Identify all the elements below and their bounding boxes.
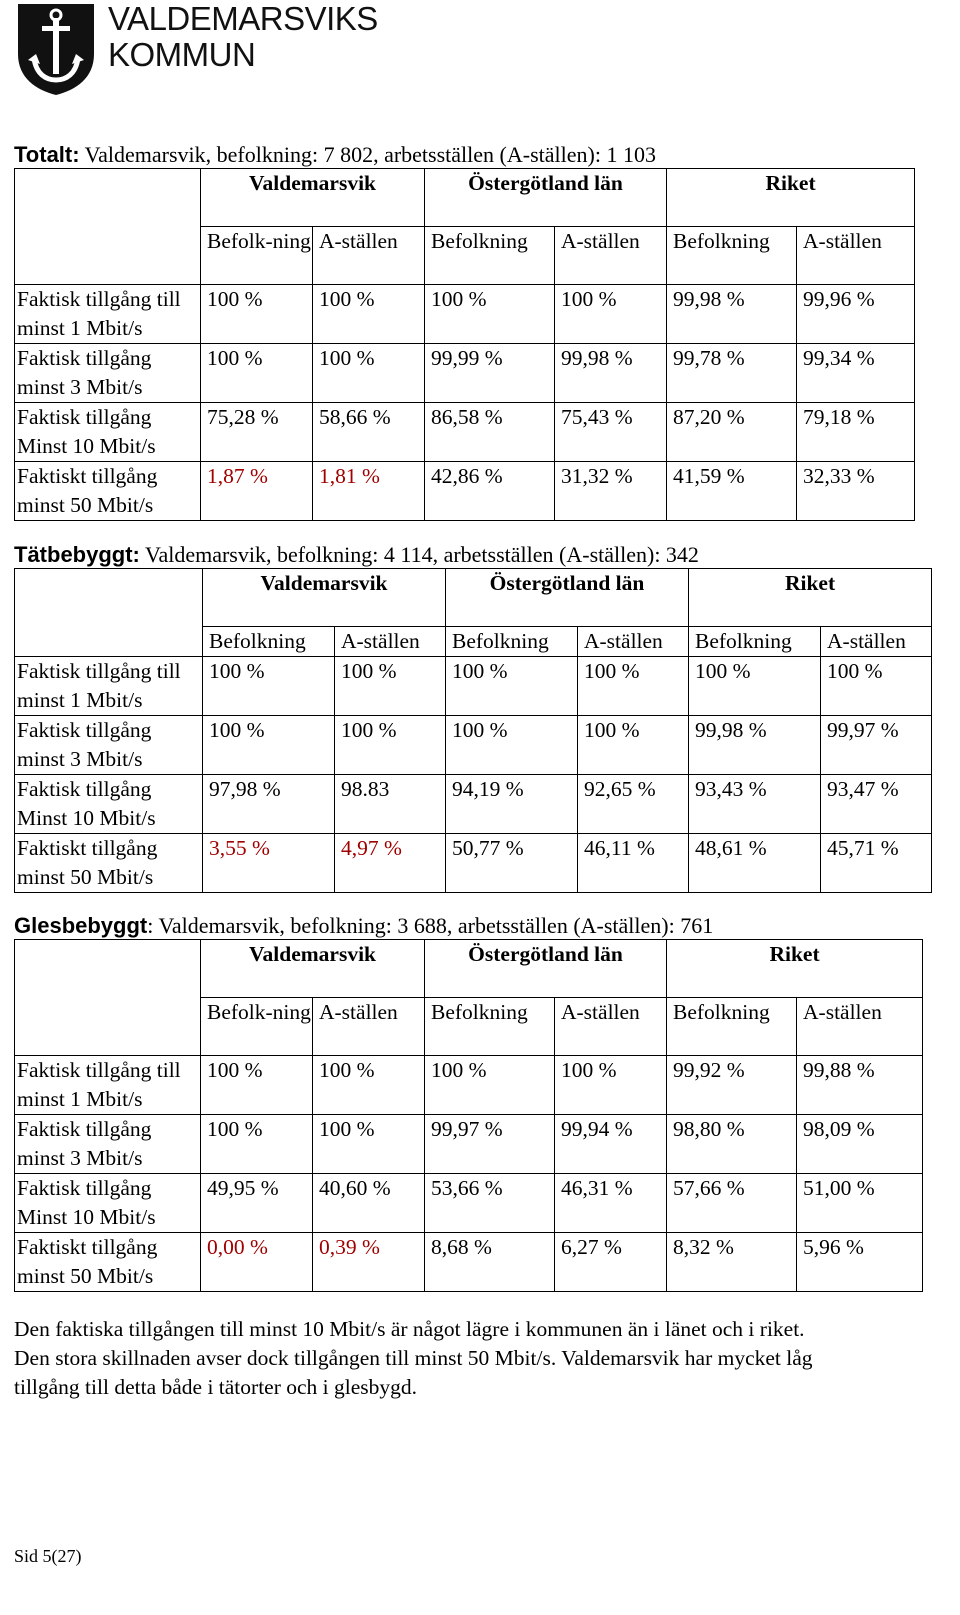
- value-cell: 100 %: [446, 657, 578, 716]
- column-header: A-ställen: [313, 227, 425, 285]
- column-header: Befolkning: [203, 627, 335, 657]
- section-summary: Valdemarsvik, befolkning: 7 802, arbetsställen (A-ställen): 1 103: [79, 142, 656, 167]
- section-tatbebyggt: [14, 542, 932, 893]
- table-row: [15, 285, 915, 344]
- value-cell: 100 %: [201, 285, 313, 344]
- value-cell: 87,20 %: [667, 403, 797, 462]
- value-cell: 0,39 %: [313, 1233, 425, 1292]
- value-cell: 100 %: [335, 716, 446, 775]
- value-cell: 100 %: [313, 1056, 425, 1115]
- region-header: Valdemarsvik: [203, 569, 446, 627]
- region-header: Valdemarsvik: [201, 940, 425, 998]
- logo-text-line1: VALDEMARSVIKS: [108, 0, 378, 37]
- value-cell: 86,58 %: [425, 403, 555, 462]
- value-cell: 4,97 %: [335, 834, 446, 893]
- table-row: [15, 403, 915, 462]
- value-cell: 49,95 %: [201, 1174, 313, 1233]
- value-cell: 32,33 %: [797, 462, 915, 521]
- value-cell: 3,55 %: [203, 834, 335, 893]
- section-lead: Totalt:: [14, 142, 80, 167]
- value-cell: 100 %: [446, 716, 578, 775]
- section-summary: Valdemarsvik, befolkning: 4 114, arbetsställen (A-ställen): 342: [139, 542, 699, 567]
- column-header: A-ställen: [578, 627, 689, 657]
- table-row: [15, 344, 915, 403]
- section-title: [14, 913, 923, 939]
- value-cell: 100 %: [201, 344, 313, 403]
- value-cell: 75,43 %: [555, 403, 667, 462]
- municipality-logo: [16, 2, 396, 102]
- table-row: [15, 657, 932, 716]
- column-header: A-ställen: [335, 627, 446, 657]
- value-cell: 58,66 %: [313, 403, 425, 462]
- empty-corner-cell: [15, 569, 203, 657]
- value-cell: 75,28 %: [201, 403, 313, 462]
- table-row: [15, 1056, 923, 1115]
- row-label: Faktiskt tillgång minst 50 Mbit/s: [15, 462, 201, 521]
- column-header: A-ställen: [555, 227, 667, 285]
- row-label: Faktisk tillgång till minst 1 Mbit/s: [15, 657, 203, 716]
- value-cell: 48,61 %: [689, 834, 821, 893]
- region-header: Östergötland län: [425, 940, 667, 998]
- value-cell: 99,97 %: [425, 1115, 555, 1174]
- value-cell: 99,92 %: [667, 1056, 797, 1115]
- value-cell: 8,68 %: [425, 1233, 555, 1292]
- value-cell: 99,98 %: [667, 285, 797, 344]
- value-cell: 100 %: [578, 716, 689, 775]
- value-cell: 99,99 %: [425, 344, 555, 403]
- row-label: Faktiskt tillgång minst 50 Mbit/s: [15, 1233, 201, 1292]
- coat-of-arms-icon: [16, 2, 96, 97]
- row-label: Faktisk tillgång till minst 1 Mbit/s: [15, 1056, 201, 1115]
- row-label: Faktisk tillgång Minst 10 Mbit/s: [15, 1174, 201, 1233]
- value-cell: 6,27 %: [555, 1233, 667, 1292]
- row-label: Faktisk tillgång minst 3 Mbit/s: [15, 1115, 201, 1174]
- value-cell: 0,00 %: [201, 1233, 313, 1292]
- value-cell: 100 %: [821, 657, 932, 716]
- value-cell: 42,86 %: [425, 462, 555, 521]
- region-header: Östergötland län: [446, 569, 689, 627]
- value-cell: 50,77 %: [446, 834, 578, 893]
- section-glesbebyggt: [14, 913, 923, 1292]
- region-header: Valdemarsvik: [201, 169, 425, 227]
- value-cell: 99,88 %: [797, 1056, 923, 1115]
- region-header: Riket: [667, 169, 915, 227]
- section-summary: : Valdemarsvik, befolkning: 3 688, arbetsställen (A-ställen): 761: [147, 913, 714, 938]
- value-cell: 100 %: [335, 657, 446, 716]
- column-header: Befolkning: [425, 227, 555, 285]
- value-cell: 46,31 %: [555, 1174, 667, 1233]
- value-cell: 93,47 %: [821, 775, 932, 834]
- value-cell: 5,96 %: [797, 1233, 923, 1292]
- table-row: [15, 1174, 923, 1233]
- table-row: [15, 775, 932, 834]
- value-cell: 1,81 %: [313, 462, 425, 521]
- region-header: Östergötland län: [425, 169, 667, 227]
- row-label: Faktisk tillgång minst 3 Mbit/s: [15, 344, 201, 403]
- column-header: Befolkning: [667, 227, 797, 285]
- paragraph-line: Den stora skillnaden avser dock tillgången till minst 50 Mbit/s. Valdemarsvik har mycket låg: [14, 1346, 813, 1370]
- column-header: Befolkning: [425, 998, 555, 1056]
- section-lead: Tätbebyggt:: [14, 542, 140, 567]
- value-cell: 100 %: [425, 285, 555, 344]
- value-cell: 100 %: [313, 285, 425, 344]
- region-header: Riket: [689, 569, 932, 627]
- empty-corner-cell: [15, 169, 201, 285]
- value-cell: 98.83: [335, 775, 446, 834]
- value-cell: 100 %: [689, 657, 821, 716]
- value-cell: 79,18 %: [797, 403, 915, 462]
- table-row: [15, 462, 915, 521]
- value-cell: 46,11 %: [578, 834, 689, 893]
- value-cell: 100 %: [313, 344, 425, 403]
- row-label: Faktisk tillgång till minst 1 Mbit/s: [15, 285, 201, 344]
- table-row: [15, 1233, 923, 1292]
- value-cell: 100 %: [203, 716, 335, 775]
- page-number: Sid 5(27): [14, 1546, 82, 1566]
- value-cell: 100 %: [313, 1115, 425, 1174]
- table-row: [15, 834, 932, 893]
- row-label: Faktiskt tillgång minst 50 Mbit/s: [15, 834, 203, 893]
- value-cell: 99,97 %: [821, 716, 932, 775]
- value-cell: 45,71 %: [821, 834, 932, 893]
- table-row: [15, 1115, 923, 1174]
- value-cell: 100 %: [201, 1056, 313, 1115]
- value-cell: 93,43 %: [689, 775, 821, 834]
- coverage-table: [14, 168, 915, 521]
- column-header: A-ställen: [555, 998, 667, 1056]
- value-cell: 99,34 %: [797, 344, 915, 403]
- value-cell: 41,59 %: [667, 462, 797, 521]
- value-cell: 31,32 %: [555, 462, 667, 521]
- region-header: Riket: [667, 940, 923, 998]
- row-label: Faktisk tillgång Minst 10 Mbit/s: [15, 775, 203, 834]
- value-cell: 1,87 %: [201, 462, 313, 521]
- column-header: A-ställen: [797, 227, 915, 285]
- paragraph-line: tillgång till detta både i tätorter och i glesbygd.: [14, 1375, 418, 1399]
- value-cell: 100 %: [425, 1056, 555, 1115]
- logo-text-line2: KOMMUN: [108, 36, 256, 73]
- section-lead: Glesbebyggt: [14, 913, 148, 938]
- value-cell: 99,78 %: [667, 344, 797, 403]
- column-header: A-ställen: [313, 998, 425, 1056]
- value-cell: 97,98 %: [203, 775, 335, 834]
- section-title: [14, 142, 915, 168]
- value-cell: 99,94 %: [555, 1115, 667, 1174]
- row-label: Faktisk tillgång minst 3 Mbit/s: [15, 716, 203, 775]
- value-cell: 99,98 %: [689, 716, 821, 775]
- coverage-table: [14, 939, 923, 1292]
- coverage-table: [14, 568, 932, 893]
- row-label: Faktisk tillgång Minst 10 Mbit/s: [15, 403, 201, 462]
- value-cell: 100 %: [203, 657, 335, 716]
- column-header: Befolkning: [446, 627, 578, 657]
- value-cell: 100 %: [555, 1056, 667, 1115]
- value-cell: 40,60 %: [313, 1174, 425, 1233]
- summary-paragraph: [14, 1315, 944, 1402]
- value-cell: 98,09 %: [797, 1115, 923, 1174]
- section-totalt: [14, 142, 915, 521]
- section-title: [14, 542, 932, 568]
- value-cell: 94,19 %: [446, 775, 578, 834]
- column-header: Befolkning: [689, 627, 821, 657]
- column-header: Befolk-ning: [201, 227, 313, 285]
- value-cell: 98,80 %: [667, 1115, 797, 1174]
- value-cell: 99,96 %: [797, 285, 915, 344]
- column-header: Befolk-ning: [201, 998, 313, 1056]
- value-cell: 53,66 %: [425, 1174, 555, 1233]
- value-cell: 99,98 %: [555, 344, 667, 403]
- value-cell: 92,65 %: [578, 775, 689, 834]
- paragraph-line: Den faktiska tillgången till minst 10 Mbit/s är något lägre i kommunen än i länet och i riket.: [14, 1317, 805, 1341]
- column-header: A-ställen: [821, 627, 932, 657]
- value-cell: 8,32 %: [667, 1233, 797, 1292]
- value-cell: 100 %: [201, 1115, 313, 1174]
- empty-corner-cell: [15, 940, 201, 1056]
- value-cell: 100 %: [555, 285, 667, 344]
- column-header: Befolkning: [667, 998, 797, 1056]
- table-row: [15, 716, 932, 775]
- column-header: A-ställen: [797, 998, 923, 1056]
- value-cell: 51,00 %: [797, 1174, 923, 1233]
- value-cell: 57,66 %: [667, 1174, 797, 1233]
- value-cell: 100 %: [578, 657, 689, 716]
